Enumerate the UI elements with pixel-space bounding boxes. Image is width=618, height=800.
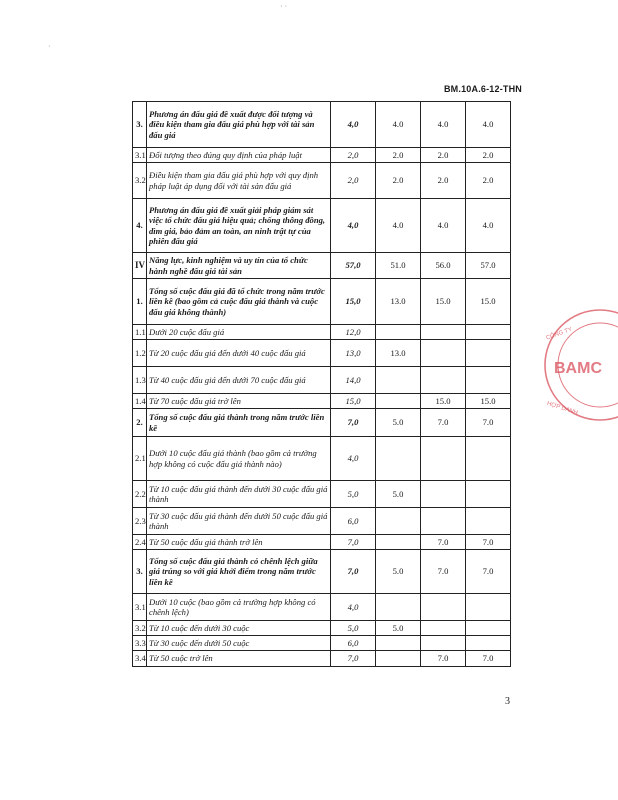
table-row — [133, 651, 511, 667]
criterion-cell: Từ 10 cuộc đấu giá thành đến dưới 30 cuộc đấu giá thành — [147, 481, 331, 508]
scoring-table-body — [133, 102, 511, 667]
score-cell-1: 4.0 — [376, 199, 421, 253]
criterion-cell: Từ 20 cuộc đấu giá đến dưới 40 cuộc đấu giá — [147, 340, 331, 367]
score-cell-3: 7.0 — [466, 651, 511, 667]
criterion-cell: Tổng số cuộc đấu giá thành trong năm trước liền kề — [147, 409, 331, 437]
score-cell-2 — [421, 594, 466, 621]
document-code: BM.10A.6-12-THN — [443, 84, 522, 94]
row-number-cell: 2.3 — [133, 508, 147, 535]
score-cell-1 — [376, 594, 421, 621]
table-row — [133, 535, 511, 550]
row-number-cell: 3.4 — [133, 651, 147, 667]
seal-text: BAMC — [554, 360, 602, 377]
score-cell-3 — [466, 508, 511, 535]
max-score-cell: 2,0 — [331, 163, 376, 199]
row-number-cell: 2.4 — [133, 535, 147, 550]
score-cell-3: 4.0 — [466, 102, 511, 148]
table-row — [133, 148, 511, 163]
row-number-cell: 2. — [133, 409, 147, 437]
score-cell-1: 13.0 — [376, 340, 421, 367]
svg-text:HỢP DANH: HỢP DANH — [546, 400, 579, 417]
table-row — [133, 253, 511, 279]
score-cell-3 — [466, 367, 511, 394]
row-number-cell: 1.1 — [133, 325, 147, 340]
score-cell-2 — [421, 508, 466, 535]
score-cell-3: 2.0 — [466, 163, 511, 199]
table-row — [133, 508, 511, 535]
table-row — [133, 340, 511, 367]
score-cell-3 — [466, 325, 511, 340]
score-cell-2: 56.0 — [421, 253, 466, 279]
max-score-cell: 7,0 — [331, 535, 376, 550]
criterion-cell: Phương án đấu giá đề xuất giải pháp giám sát việc tổ chức đấu giá hiệu quả; chống thông đồng, dìm giá, bảo đảm an toàn, an ninh trật tự của phiên đấu giá — [147, 199, 331, 253]
score-cell-2: 2.0 — [421, 163, 466, 199]
score-cell-3 — [466, 621, 511, 636]
row-number-cell: 1.4 — [133, 394, 147, 409]
row-number-cell: 2.2 — [133, 481, 147, 508]
score-cell-3: 15.0 — [466, 279, 511, 325]
max-score-cell: 7,0 — [331, 550, 376, 594]
score-cell-3: 4.0 — [466, 199, 511, 253]
criterion-cell: Từ 30 cuộc đấu giá thành đến dưới 50 cuộc đấu giá thành — [147, 508, 331, 535]
max-score-cell: 4,0 — [331, 437, 376, 481]
scan-speck: · · — [280, 2, 288, 11]
criterion-cell: Năng lực, kinh nghiệm và uy tín của tổ chức hành nghề đấu giá tài sản — [147, 253, 331, 279]
score-cell-2 — [421, 340, 466, 367]
table-row — [133, 279, 511, 325]
score-cell-1 — [376, 651, 421, 667]
score-cell-3: 7.0 — [466, 550, 511, 594]
criterion-cell: Phương án đấu giá đề xuất được đối tượng và điều kiện tham gia đấu giá phù hợp với tài sản đấu giá — [147, 102, 331, 148]
max-score-cell: 2,0 — [331, 148, 376, 163]
criterion-cell: Tổng số cuộc đấu giá đã tổ chức trong năm trước liền kề (bao gồm cả cuộc đấu giá thành và cuộc đấu giá không thành) — [147, 279, 331, 325]
score-cell-3: 7.0 — [466, 409, 511, 437]
score-cell-1: 51.0 — [376, 253, 421, 279]
scan-speck: · — [48, 42, 51, 51]
criterion-cell: Dưới 10 cuộc (bao gồm cả trường hợp không có chênh lệch) — [147, 594, 331, 621]
score-cell-1: 5.0 — [376, 481, 421, 508]
row-number-cell: 3.3 — [133, 636, 147, 651]
max-score-cell: 13,0 — [331, 340, 376, 367]
score-cell-1 — [376, 508, 421, 535]
score-cell-1: 5.0 — [376, 409, 421, 437]
max-score-cell: 7,0 — [331, 409, 376, 437]
table-row — [133, 621, 511, 636]
max-score-cell: 12,0 — [331, 325, 376, 340]
criterion-cell: Từ 50 cuộc đấu giá thành trở lên — [147, 535, 331, 550]
score-cell-1: 2.0 — [376, 148, 421, 163]
table-row — [133, 325, 511, 340]
criterion-cell: Từ 70 cuộc đấu giá trở lên — [147, 394, 331, 409]
score-cell-3 — [466, 481, 511, 508]
row-number-cell: 3.2 — [133, 163, 147, 199]
score-cell-1 — [376, 437, 421, 481]
score-cell-1 — [376, 394, 421, 409]
criterion-cell: Dưới 20 cuộc đấu giá — [147, 325, 331, 340]
score-cell-2: 4.0 — [421, 199, 466, 253]
score-cell-1: 13.0 — [376, 279, 421, 325]
row-number-cell: 1.3 — [133, 367, 147, 394]
row-number-cell: 3. — [133, 550, 147, 594]
score-cell-3 — [466, 636, 511, 651]
table-row — [133, 594, 511, 621]
max-score-cell: 15,0 — [331, 394, 376, 409]
table-row — [133, 437, 511, 481]
score-cell-3: 15.0 — [466, 394, 511, 409]
max-score-cell: 5,0 — [331, 481, 376, 508]
score-cell-1: 2.0 — [376, 163, 421, 199]
score-cell-1 — [376, 325, 421, 340]
score-cell-3: 2.0 — [466, 148, 511, 163]
score-cell-2: 7.0 — [421, 550, 466, 594]
row-number-cell: 1.2 — [133, 340, 147, 367]
criterion-cell: Điều kiện tham gia đấu giá phù hợp với quy định pháp luật áp dụng đối với tài sản đấu giá — [147, 163, 331, 199]
criterion-cell: Từ 40 cuộc đấu giá đến dưới 70 cuộc đấu giá — [147, 367, 331, 394]
max-score-cell: 7,0 — [331, 651, 376, 667]
score-cell-2 — [421, 636, 466, 651]
page-number: 3 — [505, 696, 510, 707]
row-number-cell: 4. — [133, 199, 147, 253]
table-row — [133, 102, 511, 148]
score-cell-2 — [421, 437, 466, 481]
row-number-cell: 2.1 — [133, 437, 147, 481]
score-cell-2 — [421, 481, 466, 508]
table-row — [133, 394, 511, 409]
criterion-cell: Từ 50 cuộc trở lên — [147, 651, 331, 667]
max-score-cell: 57,0 — [331, 253, 376, 279]
criterion-cell: Từ 10 cuộc đến dưới 30 cuộc — [147, 621, 331, 636]
criterion-cell: Dưới 10 cuộc đấu giá thành (bao gồm cả trường hợp không có cuộc đấu giá thành nào) — [147, 437, 331, 481]
svg-text:CÔNG TY: CÔNG TY — [545, 326, 574, 342]
score-cell-2: 7.0 — [421, 409, 466, 437]
score-cell-1 — [376, 535, 421, 550]
max-score-cell: 15,0 — [331, 279, 376, 325]
score-cell-1: 5.0 — [376, 550, 421, 594]
scoring-table — [132, 101, 511, 667]
score-cell-3 — [466, 437, 511, 481]
max-score-cell: 4,0 — [331, 102, 376, 148]
table-row — [133, 481, 511, 508]
score-cell-2: 7.0 — [421, 651, 466, 667]
table-row — [133, 550, 511, 594]
max-score-cell: 4,0 — [331, 594, 376, 621]
row-number-cell: 3.1 — [133, 148, 147, 163]
max-score-cell: 5,0 — [331, 621, 376, 636]
score-cell-2 — [421, 367, 466, 394]
max-score-cell: 14,0 — [331, 367, 376, 394]
score-cell-2: 4.0 — [421, 102, 466, 148]
criterion-cell: Từ 30 cuộc đến dưới 50 cuộc — [147, 636, 331, 651]
max-score-cell: 4,0 — [331, 199, 376, 253]
table-row — [133, 199, 511, 253]
row-number-cell: 3.1 — [133, 594, 147, 621]
score-cell-1: 5.0 — [376, 621, 421, 636]
score-cell-3 — [466, 594, 511, 621]
table-row — [133, 163, 511, 199]
score-cell-1: 4.0 — [376, 102, 421, 148]
table-row — [133, 636, 511, 651]
row-number-cell: 3. — [133, 102, 147, 148]
max-score-cell: 6,0 — [331, 508, 376, 535]
table-row — [133, 367, 511, 394]
max-score-cell: 6,0 — [331, 636, 376, 651]
score-cell-1 — [376, 636, 421, 651]
score-cell-3 — [466, 340, 511, 367]
score-cell-2: 15.0 — [421, 394, 466, 409]
score-cell-2 — [421, 621, 466, 636]
score-cell-2 — [421, 325, 466, 340]
score-cell-1 — [376, 367, 421, 394]
score-cell-2: 15.0 — [421, 279, 466, 325]
score-cell-3: 57.0 — [466, 253, 511, 279]
score-cell-3: 7.0 — [466, 535, 511, 550]
row-number-cell: 3.2 — [133, 621, 147, 636]
score-cell-2: 2.0 — [421, 148, 466, 163]
criterion-cell: Tổng số cuộc đấu giá thành có chênh lệch giữa giá trúng so với giá khởi điểm trong năm trước liền kề — [147, 550, 331, 594]
row-number-cell: 1. — [133, 279, 147, 325]
row-number-cell: IV — [133, 253, 147, 279]
score-cell-2: 7.0 — [421, 535, 466, 550]
company-seal — [540, 305, 618, 425]
criterion-cell: Đối tượng theo đúng quy định của pháp luật — [147, 148, 331, 163]
table-row — [133, 409, 511, 437]
